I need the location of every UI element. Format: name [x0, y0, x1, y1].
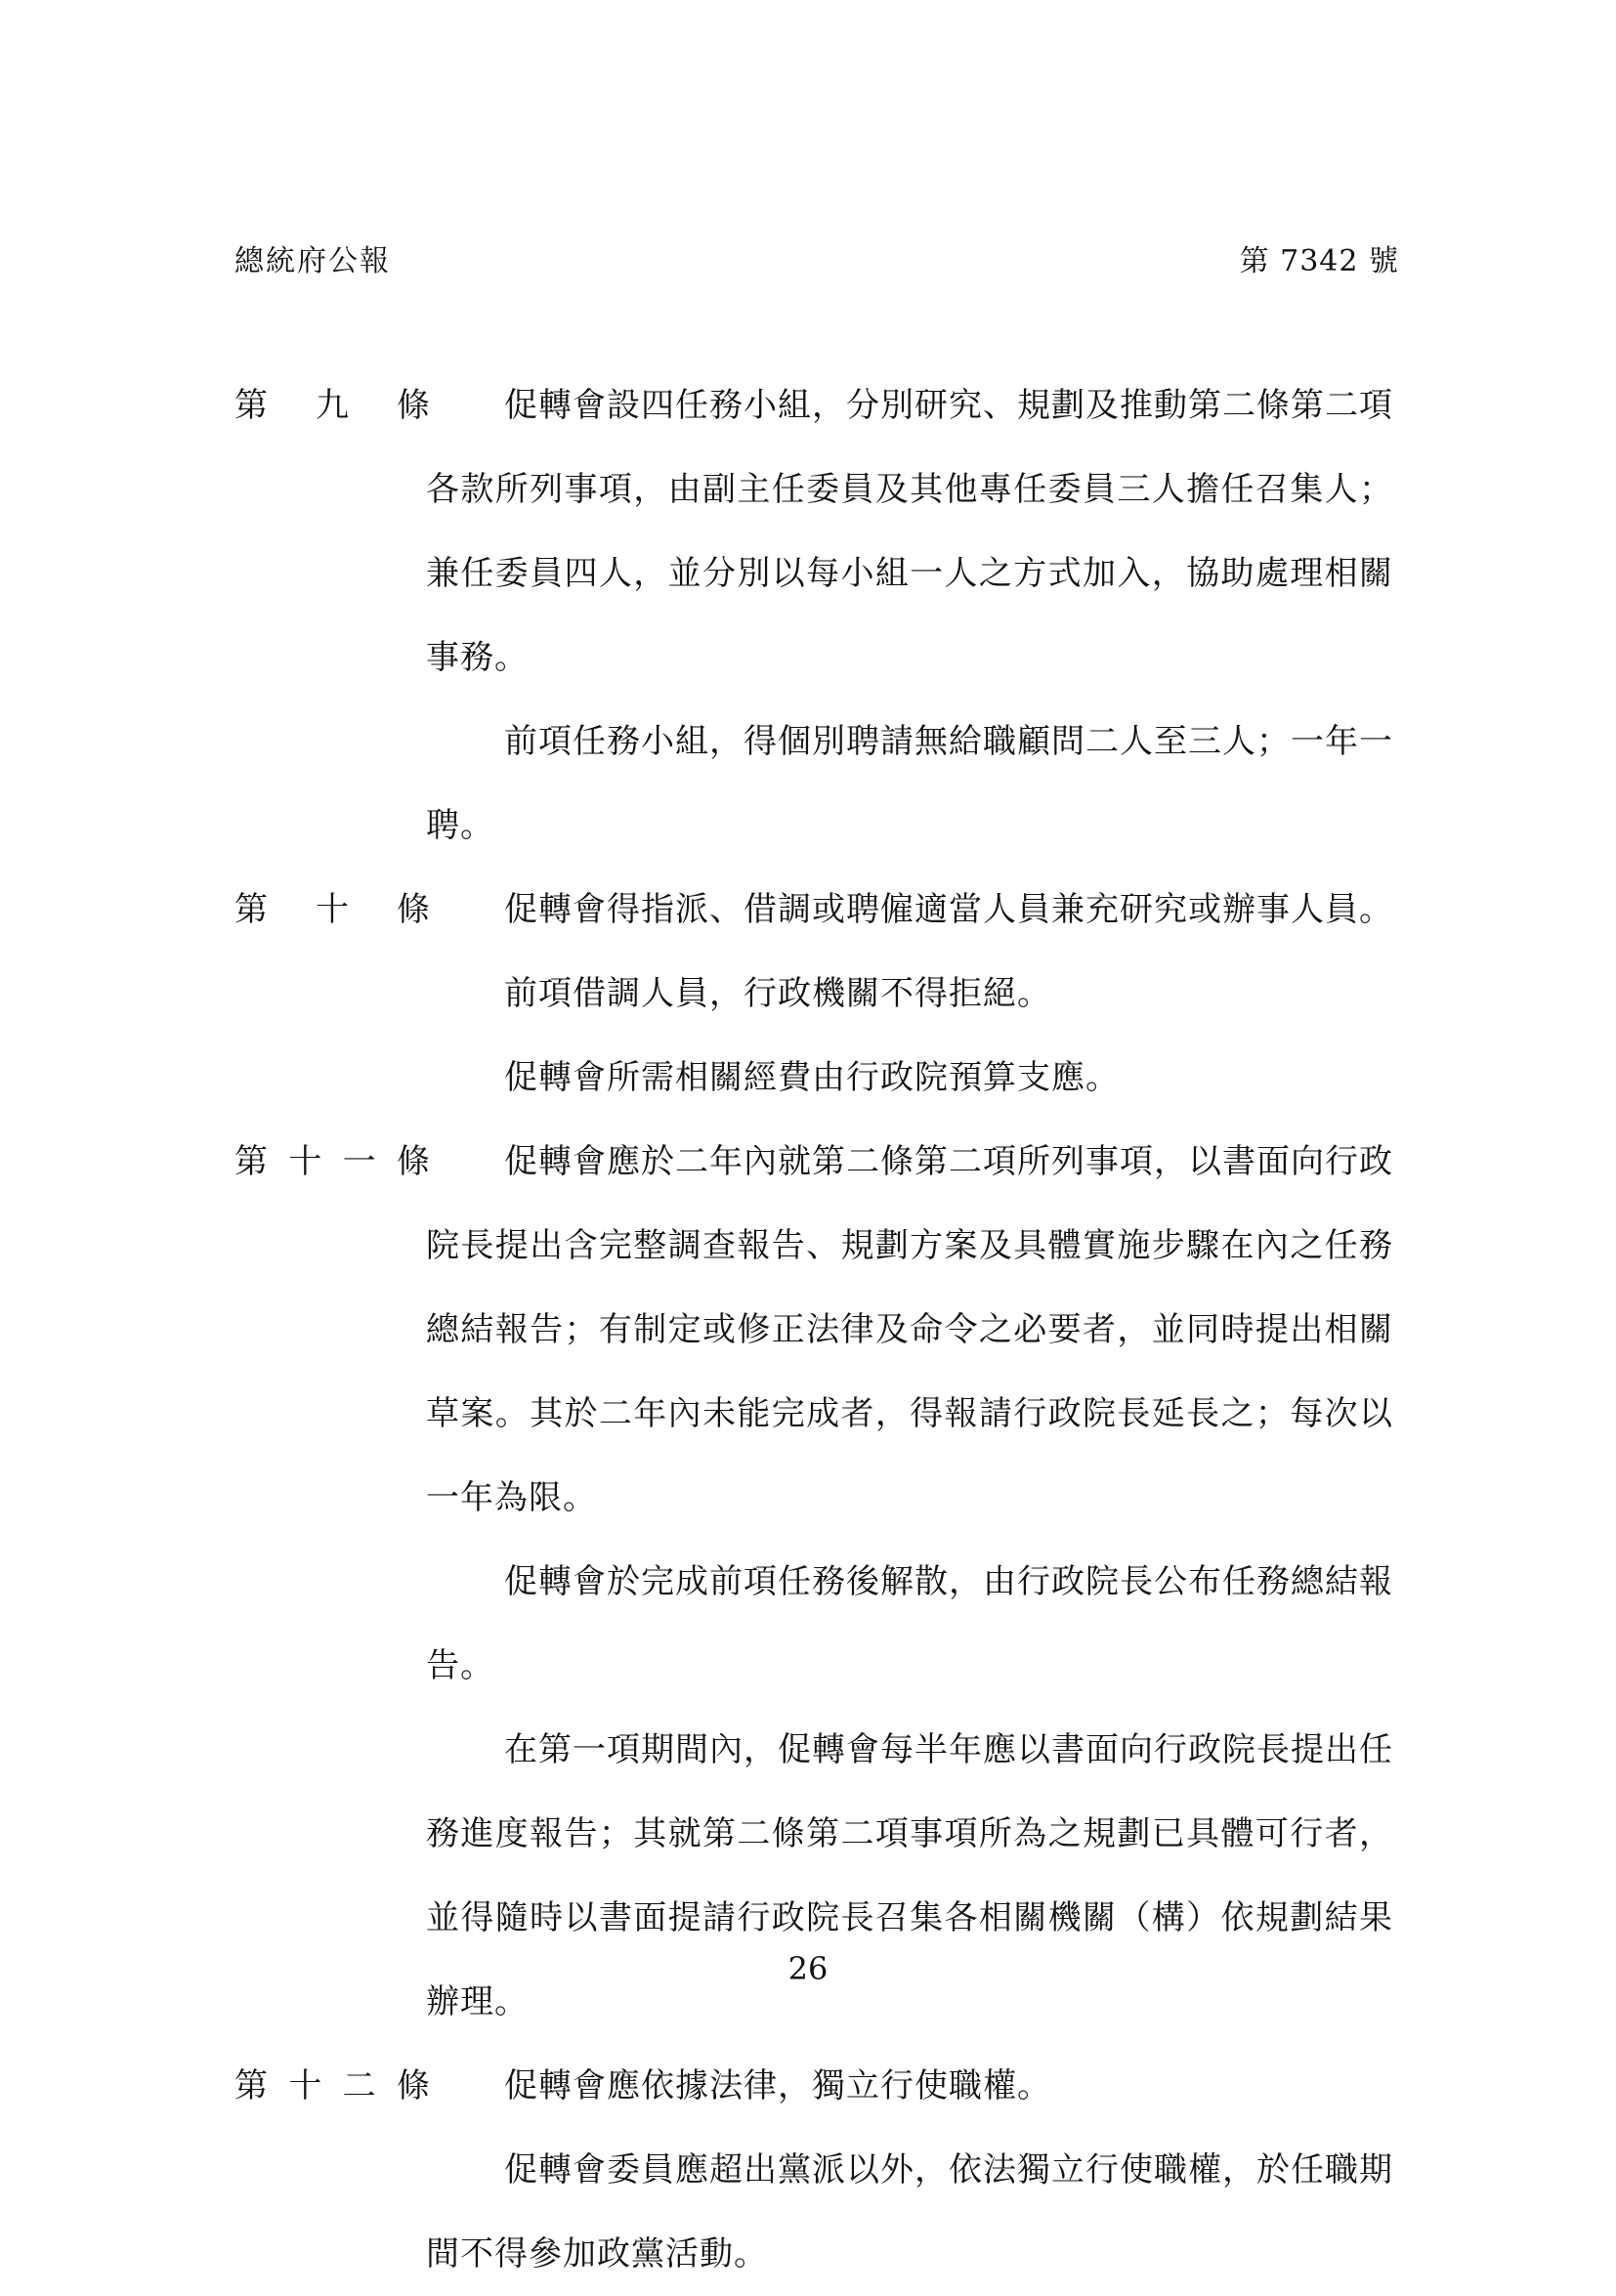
article-paragraph: 促轉會設四任務小組，分別研究、規劃及推動第二條第二項各款所列事項，由副主任委員及其他專任委員三人擔任召集人；兼任委員四人，並分別以每小組一人之方式加入，協助處理相關事務。 [426, 386, 1393, 677]
article-label-char: 條 [396, 1142, 430, 1181]
article-label [234, 363, 430, 447]
article-label-char: 條 [396, 2066, 430, 2105]
article-label [234, 1120, 430, 1204]
article-12 [0, 2044, 1616, 2296]
article-label-char: 十 [316, 890, 349, 929]
article-label-char: 第 [234, 386, 268, 425]
article-paragraph: 促轉會得指派、借調或聘僱適當人員兼充研究或辦事人員。 [504, 890, 1393, 929]
article-paragraph: 促轉會應依據法律，獨立行使職權。 [504, 2066, 1051, 2105]
article-paragraph: 促轉會委員應超出黨派以外，依法獨立行使職權，於任職期間不得參加政黨活動。 [426, 2150, 1393, 2274]
article-label-char: 第 [234, 2066, 268, 2105]
article-label-char: 一 [342, 1142, 376, 1181]
article-9 [0, 363, 1616, 868]
article-10 [0, 868, 1616, 1120]
article-label [234, 868, 430, 952]
article-label-char: 第 [234, 1142, 268, 1181]
article-label-char: 九 [316, 386, 349, 425]
article-label-char: 十 [288, 2066, 322, 2105]
article-label-char: 二 [342, 2066, 376, 2105]
article-label-char: 第 [234, 890, 268, 929]
article-paragraph: 前項任務小組，得個別聘請無給職顧問二人至三人；一年一聘。 [426, 722, 1393, 845]
article-paragraph: 促轉會於完成前項任務後解散，由行政院長公布任務總結報告。 [426, 1562, 1393, 1685]
article-paragraph: 促轉會應於二年內就第二條第二項所列事項，以書面向行政院長提出含完整調查報告、規劃方案及具體實施步驟在內之任務總結報告；有制定或修正法律及命令之必要者，並同時提出相關草案。其於二年內未能完成者，得報請行政院長延長之；每次以一年為限。 [426, 1142, 1393, 1517]
article-label [234, 2044, 430, 2128]
article-label-char: 條 [397, 890, 430, 929]
page-number: 26 [787, 1950, 829, 1987]
article-label-char: 十 [288, 1142, 322, 1181]
article-paragraph: 前項借調人員，行政機關不得拒絕。 [504, 974, 1051, 1013]
article-paragraph: 促轉會所需相關經費由行政院預算支應。 [504, 1058, 1120, 1097]
article-11 [0, 1120, 1616, 2044]
issue-number: 第 7342 號 [1239, 244, 1399, 278]
publication-title: 總統府公報 [234, 244, 391, 278]
article-paragraph: 在第一項期間內，促轉會每半年應以書面向行政院長提出任務進度報告；其就第二條第二項事項所為之規劃已具體可行者，並得隨時以書面提請行政院長召集各相關機關（構）依規劃結果辦理。 [426, 1730, 1393, 2021]
document-body [0, 363, 1616, 2296]
article-label-char: 條 [397, 386, 430, 425]
